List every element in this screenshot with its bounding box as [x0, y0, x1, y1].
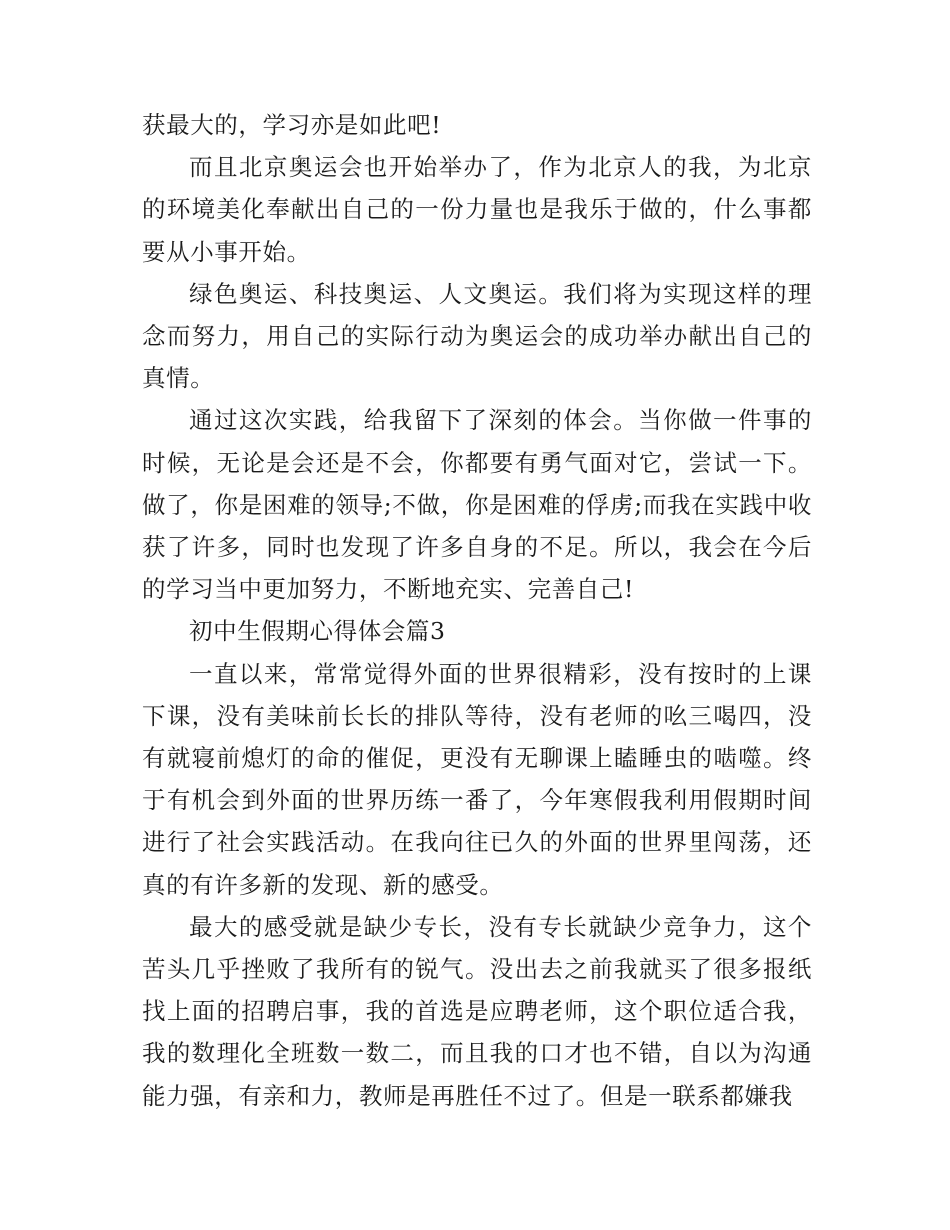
document-page: [142, 104, 812, 1117]
paragraph-lack-of-skill: 最大的感受就是缺少专长，没有专长就缺少竞争力，这个苦头几乎挫败了我所有的锐气。没出去之前我就买了很多报纸找上面的招聘启事，我的首选是应聘老师，这个职位适合我，我的数理化全班数一数二，而且我的口才也不错，自以为沟通能力强，有亲和力，教师是再胜任不过了。但是一联系都嫌我: [142, 912, 812, 1110]
paragraph-outside-world: 一直以来，常常觉得外面的世界很精彩，没有按时的上课下课，没有美味前长长的排队等待，没有老师的吆三喝四，没有就寝前熄灯的命的催促，更没有无聊课上瞌睡虫的啮噬。终于有机会到外面的世界历练一番了，今年寒假我利用假期时间进行了社会实践活动。在我向往已久的外面的世界里闯荡，还真的有许多新的发现、新的感受。: [142, 659, 812, 899]
section-heading: 初中生假期心得体会篇3: [189, 617, 446, 646]
paragraph-practice-reflection: 通过这次实践，给我留下了深刻的体会。当你做一件事的时候，无论是会还是不会，你都要有勇气面对它，尝试一下。做了，你是困难的领导;不做，你是困难的俘虏;而我在实践中收获了许多，同时也发现了许多自身的不足。所以，我会在今后的学习当中更加努力，不断地充实、完善自己!: [142, 406, 812, 604]
paragraph-olympics: 而且北京奥运会也开始举办了，作为北京人的我，为北京的环境美化奉献出自己的一份力量也是我乐于做的，什么事都要从小事开始。: [142, 153, 812, 266]
paragraph-continuation: 获最大的，学习亦是如此吧!: [142, 111, 442, 139]
paragraph-green-olympics: 绿色奥运、科技奥运、人文奥运。我们将为实现这样的理念而努力，用自己的实际行动为奥运会的成功举办献出自己的真情。: [142, 279, 812, 393]
